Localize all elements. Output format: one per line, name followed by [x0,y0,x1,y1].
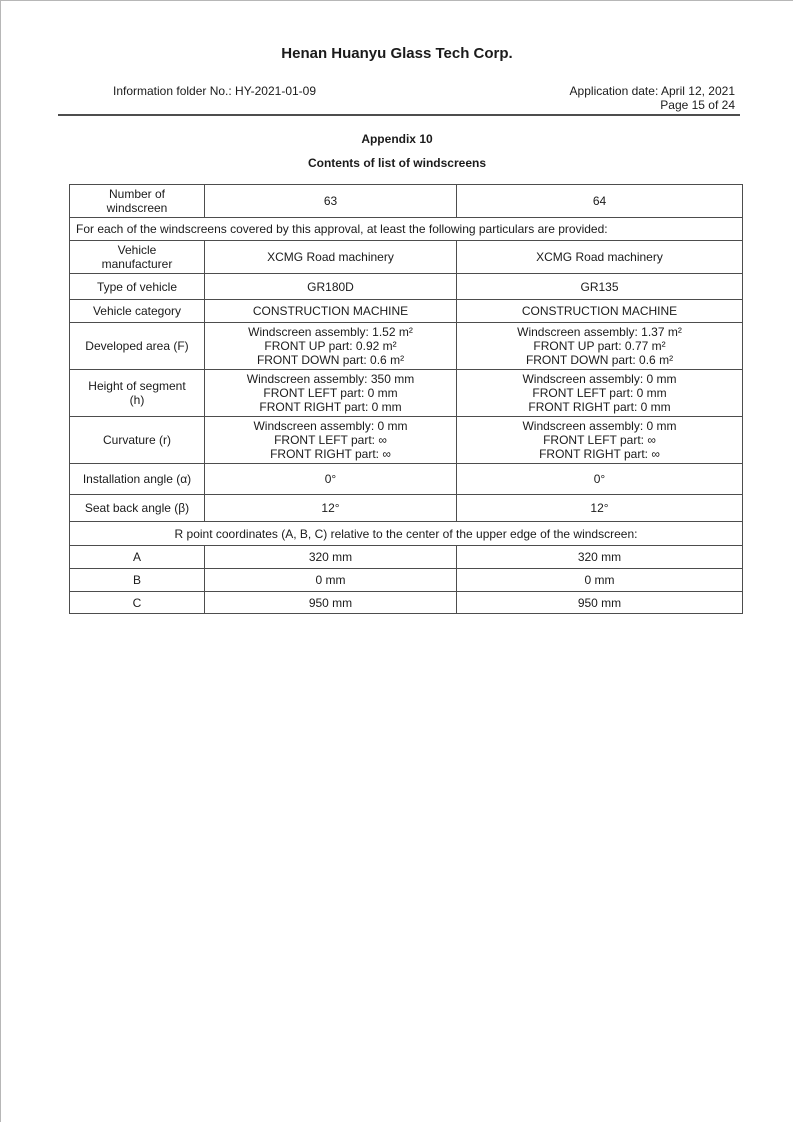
application-date: Application date: April 12, 2021 [569,84,735,98]
row-vehicle-category [70,300,743,323]
cell-value: 0° [205,464,457,495]
company-title: Henan Huanyu Glass Tech Corp. [281,45,513,62]
cell-value [457,417,743,464]
row-developed-area [70,323,743,370]
cell-line: Windscreen assembly: 0 mm [522,419,677,433]
cell-line: FRONT DOWN part: 0.6 m² [256,353,405,367]
cell-line: FRONT RIGHT part: 0 mm [259,400,402,414]
cell-value [205,417,457,464]
row-label: Type of vehicle [70,274,205,300]
cell-line: FRONT LEFT part: ∞ [543,433,656,447]
cell-line: FRONT LEFT part: ∞ [274,433,387,447]
cell-value: GR135 [457,274,743,300]
row-label: Vehicle category [70,300,205,323]
cell-value: 0 mm [205,569,457,592]
cell-value: 950 mm [457,592,743,614]
row-label: Height of segment (h) [70,370,205,417]
row-curvature [70,417,743,464]
cell-line: FRONT LEFT part: 0 mm [263,386,398,400]
row-label: Installation angle (α) [70,464,205,495]
cell-line: Windscreen assembly: 1.52 m² [248,325,413,339]
row-label: Seat back angle (β) [70,495,205,522]
row-coordinate-b [70,569,743,592]
cell-line: Windscreen assembly: 350 mm [246,372,415,386]
row-coordinate-a [70,546,743,569]
cell-value [457,370,743,417]
row-number-of-windscreen [70,185,743,218]
document-subtitle: Contents of list of windscreens [307,156,487,170]
cell-line: FRONT UP part: 0.92 m² [264,339,397,353]
cell-value: 64 [457,185,743,218]
row-seat-back-angle [70,495,743,522]
cell-line: Windscreen assembly: 0 mm [253,419,408,433]
cell-value: 12° [457,495,743,522]
row-label: Vehicle manufacturer [70,241,205,274]
notice-text: For each of the windscreens covered by this approval, at least the following particulars are provided: [70,218,743,241]
cell-value: 950 mm [205,592,457,614]
cell-line: FRONT RIGHT part: ∞ [539,447,660,461]
meta-right-block [570,84,735,112]
cell-value [205,323,457,370]
cell-line: Windscreen assembly: 0 mm [522,372,677,386]
row-vehicle-type [70,274,743,300]
cell-value: XCMG Road machinery [205,241,457,274]
windscreen-table [69,184,743,614]
cell-value: 63 [205,185,457,218]
row-coordinate-c [70,592,743,614]
row-label: Developed area (F) [70,323,205,370]
row-installation-angle [70,464,743,495]
cell-value: CONSTRUCTION MACHINE [205,300,457,323]
cell-value: 12° [205,495,457,522]
cell-line: FRONT UP part: 0.77 m² [533,339,666,353]
row-height-of-segment [70,370,743,417]
row-label: A [70,546,205,569]
row-vehicle-manufacturer [70,241,743,274]
page-number: Page 15 of 24 [660,98,735,112]
cell-value: 0° [457,464,743,495]
appendix-title: Appendix 10 [361,132,433,146]
cell-value: 320 mm [457,546,743,569]
cell-value [205,370,457,417]
cell-value: XCMG Road machinery [457,241,743,274]
document-meta [113,84,735,112]
info-folder-no: Information folder No.: HY-2021-01-09 [113,84,317,98]
row-label: B [70,569,205,592]
row-label: Curvature (r) [70,417,205,464]
row-r-point-header [70,522,743,546]
cell-value: GR180D [205,274,457,300]
row-notice [70,218,743,241]
cell-line: FRONT DOWN part: 0.6 m² [525,353,674,367]
row-label: C [70,592,205,614]
cell-value: 320 mm [205,546,457,569]
cell-value: CONSTRUCTION MACHINE [457,300,743,323]
cell-value [457,323,743,370]
cell-line: FRONT RIGHT part: 0 mm [528,400,671,414]
cell-line: FRONT LEFT part: 0 mm [532,386,667,400]
header-rule [58,114,740,116]
cell-line: Windscreen assembly: 1.37 m² [517,325,682,339]
cell-line: FRONT RIGHT part: ∞ [270,447,391,461]
cell-value: 0 mm [457,569,743,592]
r-point-header-text: R point coordinates (A, B, C) relative to the center of the upper edge of the windscreen: [70,522,743,546]
row-label: Number of windscreen [70,185,205,218]
